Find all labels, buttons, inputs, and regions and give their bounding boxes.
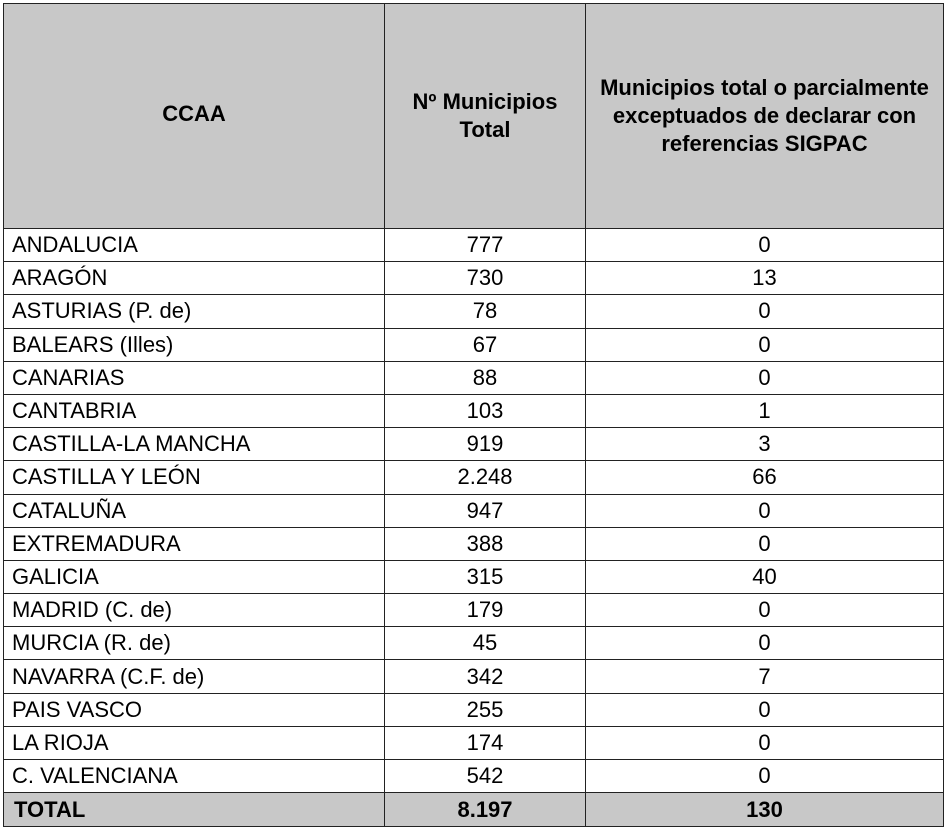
municipios-total-cell: 2.248 xyxy=(385,461,586,494)
municipios-total-cell: 730 xyxy=(385,262,586,295)
ccaa-cell: MURCIA (R. de) xyxy=(4,627,385,660)
exceptuados-cell: 0 xyxy=(586,295,944,328)
total-municipios: 8.197 xyxy=(385,793,586,827)
table-row xyxy=(4,262,944,295)
table-row xyxy=(4,394,944,427)
exceptuados-cell: 13 xyxy=(586,262,944,295)
exceptuados-cell: 0 xyxy=(586,627,944,660)
ccaa-cell: MADRID (C. de) xyxy=(4,594,385,627)
municipios-total-cell: 919 xyxy=(385,428,586,461)
table-row xyxy=(4,229,944,262)
ccaa-cell: ANDALUCIA xyxy=(4,229,385,262)
municipios-total-cell: 67 xyxy=(385,328,586,361)
header-row xyxy=(4,4,944,229)
total-exceptuados: 130 xyxy=(586,793,944,827)
ccaa-cell: PAIS VASCO xyxy=(4,693,385,726)
municipios-total-cell: 315 xyxy=(385,560,586,593)
table-row xyxy=(4,627,944,660)
municipios-total-cell: 45 xyxy=(385,627,586,660)
ccaa-cell: NAVARRA (C.F. de) xyxy=(4,660,385,693)
table-row xyxy=(4,295,944,328)
municipios-total-cell: 103 xyxy=(385,394,586,427)
exceptuados-cell: 0 xyxy=(586,760,944,793)
table-body xyxy=(4,229,944,793)
municipios-total-cell: 88 xyxy=(385,361,586,394)
exceptuados-cell: 0 xyxy=(586,527,944,560)
ccaa-cell: CASTILLA Y LEÓN xyxy=(4,461,385,494)
total-label: TOTAL xyxy=(4,793,385,827)
total-row xyxy=(4,793,944,827)
ccaa-cell: EXTREMADURA xyxy=(4,527,385,560)
table-row xyxy=(4,527,944,560)
exceptuados-cell: 7 xyxy=(586,660,944,693)
ccaa-cell: ARAGÓN xyxy=(4,262,385,295)
table-footer xyxy=(4,793,944,827)
exceptuados-cell: 0 xyxy=(586,229,944,262)
table-row xyxy=(4,361,944,394)
ccaa-cell: C. VALENCIANA xyxy=(4,760,385,793)
municipios-total-cell: 179 xyxy=(385,594,586,627)
municipios-total-cell: 947 xyxy=(385,494,586,527)
municipios-total-cell: 255 xyxy=(385,693,586,726)
exceptuados-cell: 0 xyxy=(586,494,944,527)
table-row xyxy=(4,726,944,759)
table-row xyxy=(4,693,944,726)
table-row xyxy=(4,461,944,494)
ccaa-municipios-table xyxy=(3,3,944,827)
table-row xyxy=(4,760,944,793)
ccaa-cell: LA RIOJA xyxy=(4,726,385,759)
header-municipios-total: Nº Municipios Total xyxy=(385,4,586,229)
ccaa-cell: GALICIA xyxy=(4,560,385,593)
ccaa-cell: CANTABRIA xyxy=(4,394,385,427)
exceptuados-cell: 0 xyxy=(586,726,944,759)
ccaa-cell: ASTURIAS (P. de) xyxy=(4,295,385,328)
table-row xyxy=(4,494,944,527)
municipios-total-cell: 388 xyxy=(385,527,586,560)
table-row xyxy=(4,328,944,361)
header-ccaa: CCAA xyxy=(4,4,385,229)
ccaa-cell: CASTILLA-LA MANCHA xyxy=(4,428,385,461)
ccaa-cell: BALEARS (Illes) xyxy=(4,328,385,361)
municipios-total-cell: 542 xyxy=(385,760,586,793)
header-exceptuados: Municipios total o parcialmente exceptuados de declarar con referencias SIGPAC xyxy=(586,4,944,229)
municipios-total-cell: 342 xyxy=(385,660,586,693)
exceptuados-cell: 0 xyxy=(586,361,944,394)
table-header xyxy=(4,4,944,229)
table-row xyxy=(4,594,944,627)
ccaa-cell: CANARIAS xyxy=(4,361,385,394)
table-row xyxy=(4,428,944,461)
exceptuados-cell: 1 xyxy=(586,394,944,427)
municipios-total-cell: 78 xyxy=(385,295,586,328)
exceptuados-cell: 0 xyxy=(586,693,944,726)
ccaa-cell: CATALUÑA xyxy=(4,494,385,527)
exceptuados-cell: 66 xyxy=(586,461,944,494)
exceptuados-cell: 0 xyxy=(586,328,944,361)
exceptuados-cell: 0 xyxy=(586,594,944,627)
exceptuados-cell: 3 xyxy=(586,428,944,461)
exceptuados-cell: 40 xyxy=(586,560,944,593)
municipios-total-cell: 777 xyxy=(385,229,586,262)
table-row xyxy=(4,660,944,693)
municipios-total-cell: 174 xyxy=(385,726,586,759)
table-row xyxy=(4,560,944,593)
